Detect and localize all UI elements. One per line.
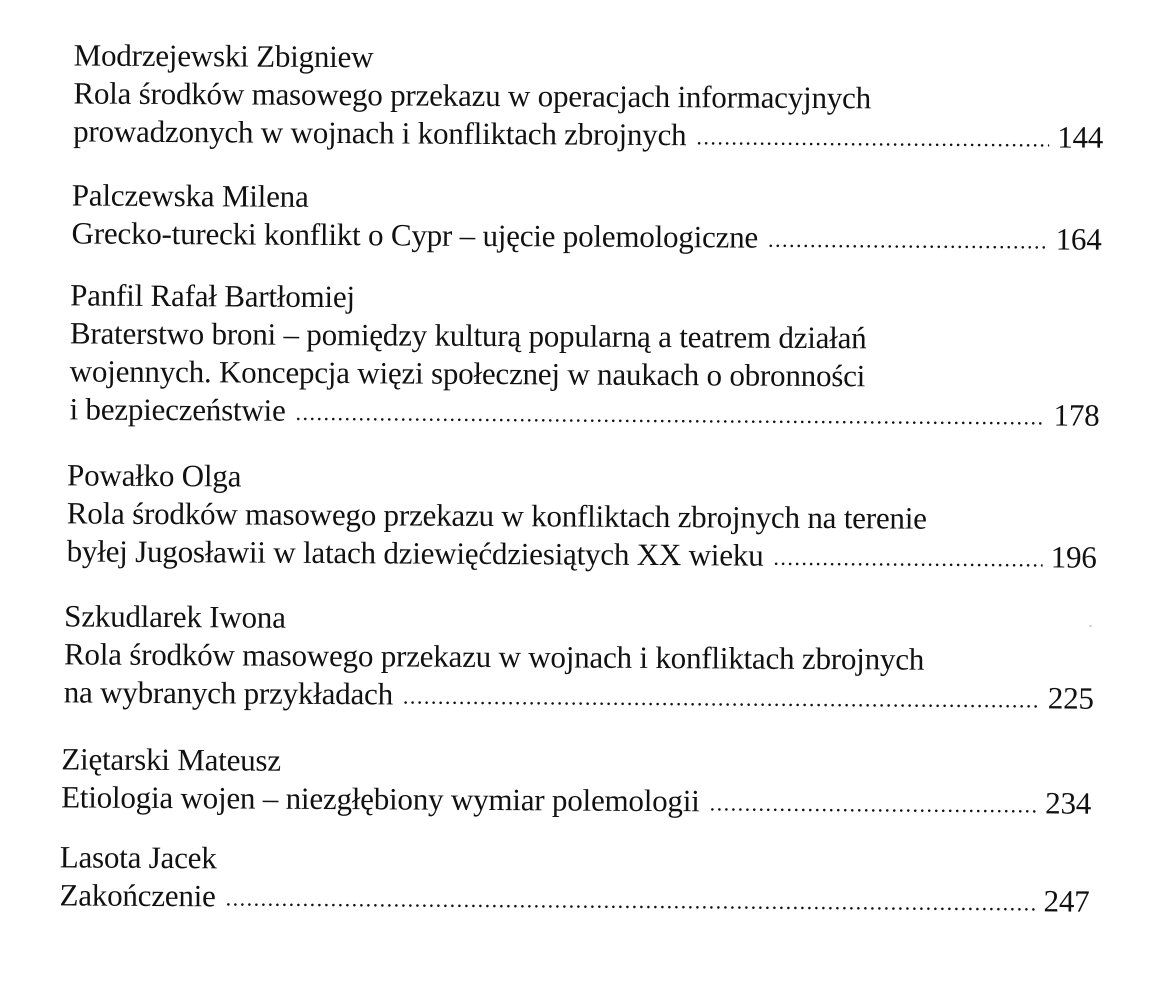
dot-leader [696,118,1049,158]
entry-page-number: 164 [1055,221,1102,257]
dot-leader [403,677,1040,719]
entry-author: Szkudlarek Iwona [64,598,286,635]
entry-last-line [71,214,1101,261]
dot-leader [226,879,1036,922]
entry-title-line: prowadzonych w wojnach i konfliktach zbrojnych [73,113,687,153]
toc-entry [73,36,1104,159]
entry-page-number: 234 [1045,785,1092,821]
entry-title-line: Braterstwo broni – pomiędzy kulturą popularną a teatrem działań [69,315,867,356]
scan-speck [1089,625,1092,627]
dot-leader [768,221,1048,261]
entry-title-line: Rola środków masowego przekazu w konfliktach zbrojnych na terenie [66,495,927,536]
entry-last-line [64,673,1094,720]
entry-title-line: na wybranych przykładach [63,674,394,712]
entry-last-line [73,112,1103,159]
entry-author: Lasota Jacek [59,839,217,876]
entry-author: Powałko Olga [66,457,242,494]
entry-author: Palczewska Milena [71,177,309,214]
entry-page-number: 247 [1043,883,1090,919]
entry-title-line: i bezpieczeństwie [69,391,286,428]
entry-title-line: Zakończenie [59,877,216,914]
entry-title-line: Grecko-turecki konflikt o Cypr – ujęcie polemologiczne [71,215,759,255]
entry-last-line [59,876,1089,923]
toc-entry [59,838,1089,923]
entry-page-number: 178 [1053,397,1100,433]
dot-leader [773,539,1042,579]
entry-page-number: 144 [1057,119,1104,155]
dot-leader [295,394,1045,437]
entry-author: Panfil Rafał Bartłomiej [70,277,355,315]
entry-title-line: Rola środków masowego przekazu w wojnach i konfliktach zbrojnych [63,636,925,677]
entry-last-line [66,532,1096,579]
dot-leader [709,784,1037,824]
entry-author: Ziętarski Mateusz [61,741,282,778]
entry-author: Modrzejewski Zbigniew [73,37,374,75]
toc-entry [69,276,1100,437]
toc-entry [66,456,1097,579]
toc-entry [64,597,1095,720]
entry-title-line: wojennych. Koncepcja więzi społecznej w naukach o obronności [69,353,866,394]
entry-page-number: 196 [1050,539,1097,575]
toc-entry [71,176,1101,261]
entry-title-line: byłej Jugosławii w latach dziewięćdziesiątych XX wieku [66,533,764,573]
entry-last-line [69,390,1099,437]
entry-title-line: Etiologia wojen – niezgłębiony wymiar polemologii [61,779,700,819]
entry-title-line: Rola środków masowego przekazu w operacjach informacyjnych [73,75,872,116]
toc-entry [61,740,1091,825]
entry-last-line [61,778,1091,825]
entry-page-number: 225 [1047,680,1094,716]
